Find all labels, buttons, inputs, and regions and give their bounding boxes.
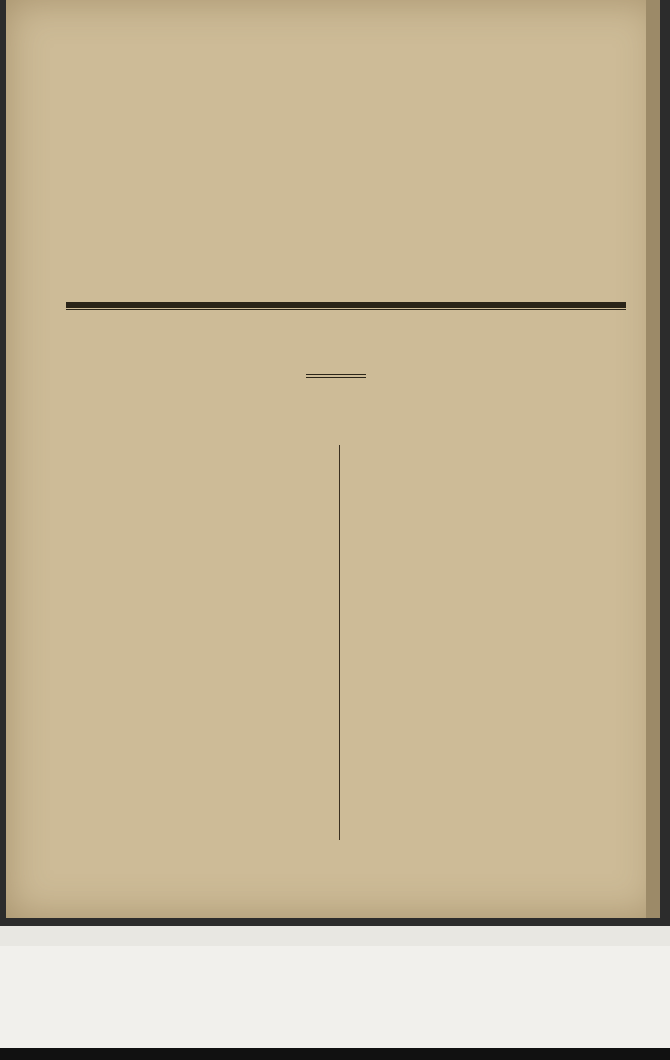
scan-ruler xyxy=(0,926,670,1060)
section-ornament xyxy=(306,374,366,378)
masthead-title xyxy=(182,142,502,238)
header-right-block xyxy=(446,125,542,140)
page-edge xyxy=(646,0,660,918)
header-rule-thin xyxy=(66,309,626,310)
stamp-line-2 xyxy=(500,59,660,62)
header-rule-thick xyxy=(66,302,626,308)
column-divider xyxy=(339,445,340,840)
newspaper-page xyxy=(6,0,660,918)
stamp-line-3 xyxy=(500,59,660,62)
ruler-top-strip xyxy=(0,926,670,946)
header-left-block xyxy=(66,125,162,126)
stamp-line-1 xyxy=(500,59,660,62)
ruler-bottom-strip xyxy=(0,1048,670,1060)
header-right-line xyxy=(446,126,542,140)
library-stamp xyxy=(500,59,660,62)
